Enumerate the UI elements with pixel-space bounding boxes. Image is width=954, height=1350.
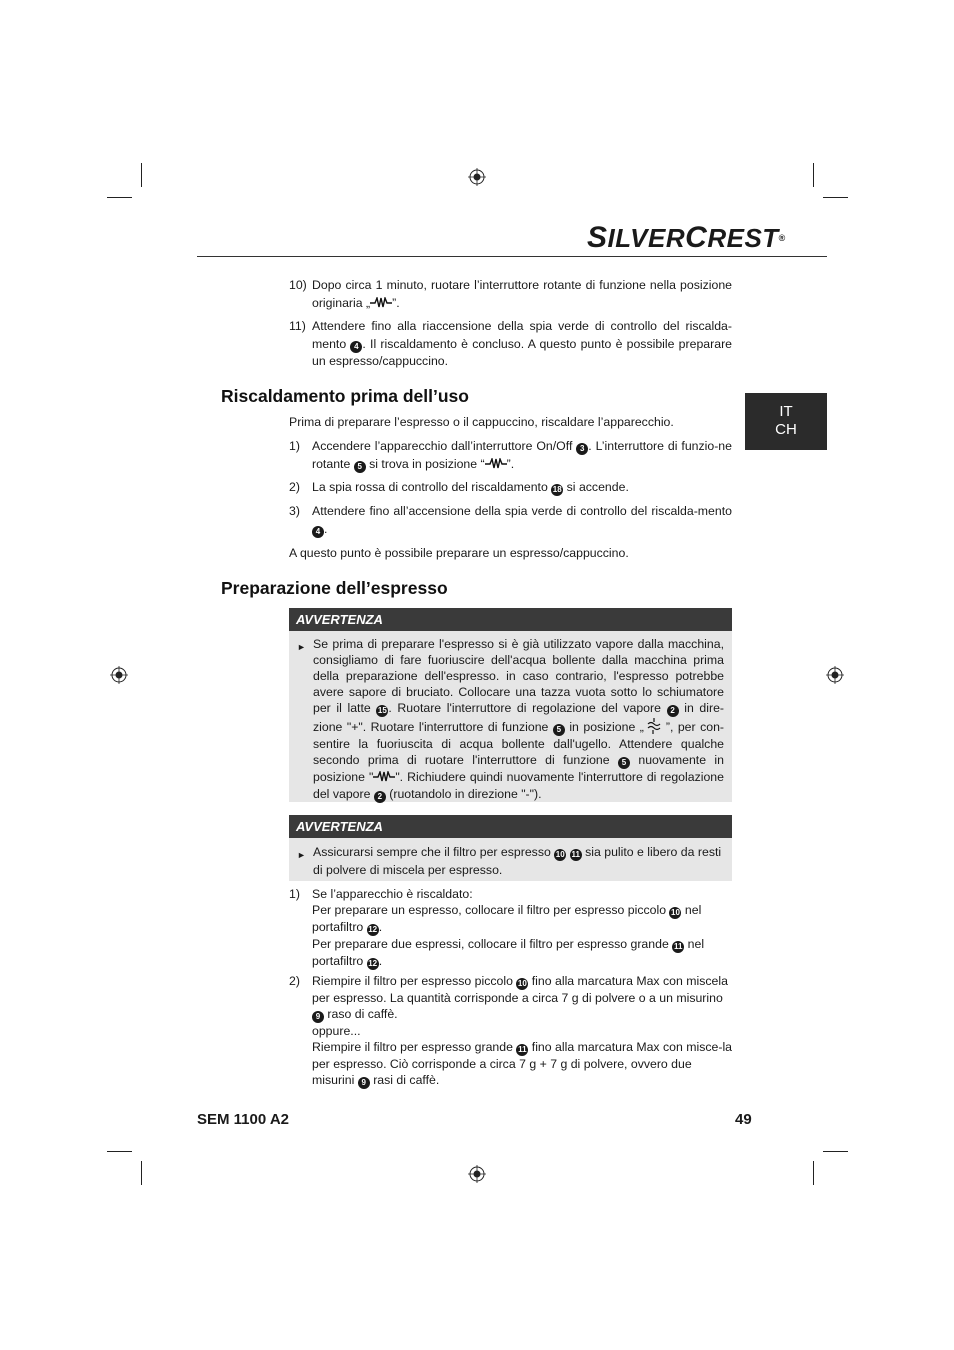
espresso-step-2: 2) Riempire il filtro per espresso piccolo 10 fino alla marcatura Max con miscela per espresso. La quantità corrisponde a circa 7 g di polvere o a un misurino 9 raso di caffè. oppure... Riempire il filtro per espresso grande 11 fino alla marcatura Max con misce-la per espresso. Ciò corrisponde a circa 7 g + 7 g di polvere, ovvero due misurini 9 rasi di caffè. xyxy=(289,974,733,1088)
espresso-step-1: 1) Se l’apparecchio è riscaldato: Per preparare un espresso, collocare il filtro per espresso piccolo 10 nel portafiltro 12 . Per preparare due espressi, collocare il filtro per espresso grande 11 nel portafiltro 12 . xyxy=(289,887,705,969)
language-tab: IT CH xyxy=(745,393,827,450)
registration-mark-icon xyxy=(468,1165,486,1183)
crop-mark xyxy=(141,163,142,187)
crop-mark xyxy=(107,1151,132,1152)
step-10: 10) Dopo circa 1 minuto, ruotare l’interruttore rotante di funzione nella posizione originaria „ ”. xyxy=(289,278,732,310)
heating-wave-icon xyxy=(373,771,395,782)
crop-mark xyxy=(823,197,848,198)
registration-mark-icon xyxy=(468,168,486,186)
model-number: SEM 1100 A2 xyxy=(197,1111,289,1128)
page-number: 49 xyxy=(735,1111,752,1128)
crop-mark xyxy=(107,197,132,198)
warning-box: ► Assicurarsi sempre che il filtro per espresso 10 11 sia pulito e libero da resti di polvere di miscela per espresso. xyxy=(289,838,732,881)
section1-intro: Prima di preparare l’espresso o il cappuccino, riscaldare l’apparecchio. xyxy=(289,415,674,429)
bullet-arrow-icon: ► xyxy=(297,850,306,860)
warning-box: ► Se prima di preparare l'espresso si è già utilizzato vapore dalla macchina, consigliamo di fare fuoriuscire dell'acqua bollente dalla macchina prima della preparazione dell'espresso. in caso contrario, l'espresso potrebbe avere sapore di bruciato. Collocare una tazza vuota sotto lo schiumatore per il latte 15 . Ruotare l'interruttore di regolazione del vapore 2 in dire-zione "+". Ruotare l'interruttore di funzione 5 in posizione „ ”, per con-sentire la fuoriuscita di acqua bollente dall'ugello. Attendere qualche secondo prima di ruotare l'interruttore di funzione 5 nuovamente in posizione " ". Richiudere quindi nuovamente l'interruttore di regolazione del vapore 2 (ruotandolo in direzione "-"). xyxy=(289,631,732,802)
section-title-preheat: Riscaldamento prima dell’uso xyxy=(221,386,469,406)
preheat-step-3: 3) Attendere fino all’accensione della spia verde di controllo del riscalda-mento 4 . xyxy=(289,504,732,536)
crop-mark xyxy=(823,1151,848,1152)
crop-mark xyxy=(813,163,814,187)
heating-wave-icon xyxy=(485,458,507,469)
preheat-step-2: 2) La spia rossa di controllo del riscaldamento 18 si accende. xyxy=(289,480,629,494)
crop-mark xyxy=(813,1161,814,1185)
section-title-espresso: Preparazione dell’espresso xyxy=(221,578,448,598)
preheat-step-1: 1) Accendere l’apparecchio dall’interruttore On/Off 3 . L’interruttore di funzio-ne rotante 5 si trova in posizione “ ”. xyxy=(289,439,732,471)
warning-header: AVVERTENZA xyxy=(289,608,732,631)
bullet-arrow-icon: ► xyxy=(297,642,306,652)
brand-logo: SILVERCREST® xyxy=(587,221,786,254)
step-11: 11) Attendere fino alla riaccensione della spia verde di controllo del riscalda-mento 4 . Il riscaldamento è concluso. A questo punto è possibile preparare un espresso/cappuccino. xyxy=(289,319,733,368)
registration-mark-icon xyxy=(110,666,128,684)
heating-wave-icon xyxy=(370,297,392,308)
steam-icon xyxy=(644,717,666,735)
warning-header: AVVERTENZA xyxy=(289,815,732,838)
section1-outro: A questo punto è possibile preparare un espresso/cappuccino. xyxy=(289,546,629,560)
registration-mark-icon xyxy=(826,666,844,684)
header-rule xyxy=(197,256,827,257)
crop-mark xyxy=(141,1161,142,1185)
